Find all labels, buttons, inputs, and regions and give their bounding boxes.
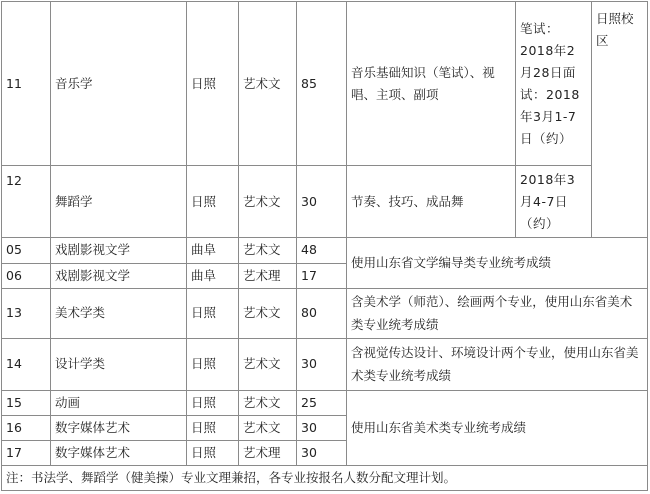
major-name: 动画 (51, 390, 187, 415)
row-number: 12 (2, 166, 51, 238)
campus: 日照 (187, 2, 239, 166)
campus: 曲阜 (187, 263, 239, 288)
subject-type: 艺术文 (239, 2, 297, 166)
major-name: 戏剧影视文学 (51, 263, 187, 288)
table-row (2, 238, 648, 263)
subject-type: 艺术理 (239, 263, 297, 288)
subject-type: 艺术文 (239, 338, 297, 390)
major-name: 设计学类 (51, 338, 187, 390)
campus: 日照 (187, 288, 239, 338)
campus: 曲阜 (187, 238, 239, 263)
exam-subjects: 使用山东省美术类专业统考成绩 (347, 390, 648, 465)
table-row (2, 465, 648, 490)
row-number: 06 (2, 263, 51, 288)
campus: 日照 (187, 338, 239, 390)
campus: 日照 (187, 390, 239, 415)
row-number: 05 (2, 238, 51, 263)
subject-type: 艺术理 (239, 440, 297, 465)
major-name: 数字媒体艺术 (51, 440, 187, 465)
subject-type: 艺术文 (239, 288, 297, 338)
enrollment-count: 25 (297, 390, 347, 415)
exam-subjects: 音乐基础知识（笔试）、视唱、主项、副项 (347, 2, 516, 166)
subject-type: 艺术文 (239, 166, 297, 238)
exam-subjects: 使用山东省文学编导类专业统考成绩 (347, 238, 648, 288)
enrollment-count: 17 (297, 263, 347, 288)
enrollment-count: 85 (297, 2, 347, 166)
table-row (2, 288, 648, 338)
exam-time: 笔试：2018年2月28日面试：2018年3月1-7日（约） (516, 2, 592, 166)
enrollment-count: 48 (297, 238, 347, 263)
row-number: 11 (2, 2, 51, 166)
enrollment-count: 80 (297, 288, 347, 338)
enrollment-count: 30 (297, 338, 347, 390)
row-number: 16 (2, 415, 51, 440)
row-number: 14 (2, 338, 51, 390)
exam-subjects: 含美术学（师范）、绘画两个专业，使用山东省美术类专业统考成绩 (347, 288, 648, 338)
major-name: 美术学类 (51, 288, 187, 338)
enrollment-count: 30 (297, 166, 347, 238)
subject-type: 艺术文 (239, 238, 297, 263)
enrollment-table (1, 1, 648, 491)
row-number: 15 (2, 390, 51, 415)
major-name: 舞蹈学 (51, 166, 187, 238)
subject-type: 艺术文 (239, 390, 297, 415)
enrollment-count: 30 (297, 415, 347, 440)
enrollment-count: 30 (297, 440, 347, 465)
table-row (2, 338, 648, 390)
footnote: 注：书法学、舞蹈学（健美操）专业文理兼招，各专业按报名人数分配文理计划。 (2, 465, 648, 490)
exam-subjects: 含视觉传达设计、环境设计两个专业，使用山东省美术类专业统考成绩 (347, 338, 648, 390)
exam-subjects: 节奏、技巧、成品舞 (347, 166, 516, 238)
exam-location: 日照校区 (592, 2, 648, 238)
row-number: 17 (2, 440, 51, 465)
major-name: 音乐学 (51, 2, 187, 166)
campus: 日照 (187, 440, 239, 465)
exam-time: 2018年3月4-7日（约） (516, 166, 592, 238)
table-row (2, 2, 648, 166)
row-number: 13 (2, 288, 51, 338)
table-row (2, 166, 648, 238)
campus: 日照 (187, 166, 239, 238)
major-name: 戏剧影视文学 (51, 238, 187, 263)
major-name: 数字媒体艺术 (51, 415, 187, 440)
campus: 日照 (187, 415, 239, 440)
subject-type: 艺术文 (239, 415, 297, 440)
table-row (2, 390, 648, 415)
